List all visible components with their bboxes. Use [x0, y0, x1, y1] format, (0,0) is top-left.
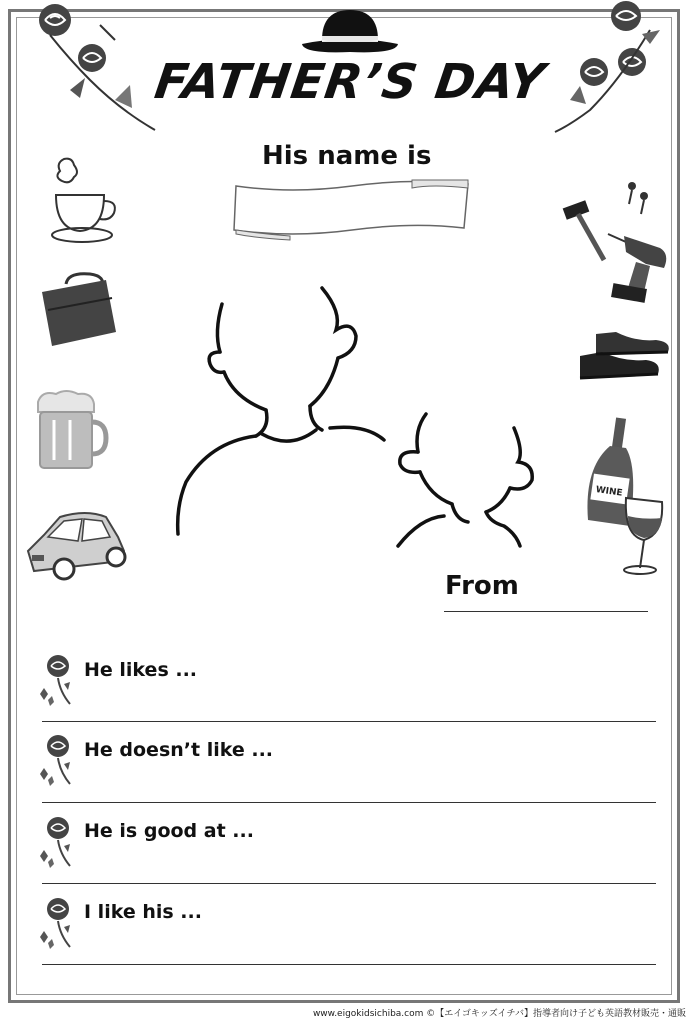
- car-icon: [26, 505, 128, 583]
- write-line-i-like-his[interactable]: [42, 964, 656, 965]
- rose-icon: [580, 58, 608, 86]
- briefcase-icon: [36, 270, 120, 352]
- rose-sprig-icon: [34, 732, 78, 790]
- rose-icon: [39, 4, 71, 36]
- drill-icon: [604, 228, 672, 304]
- rose-icon: [611, 1, 641, 31]
- prompt-he-doesnt-like: He doesn’t like ...: [84, 739, 273, 761]
- coffee-cup-icon: [46, 155, 126, 247]
- bowler-hat-icon: [300, 4, 400, 56]
- father-child-silhouette: [170, 282, 540, 554]
- rose-icon: [78, 44, 106, 72]
- wine-label: WINE: [595, 485, 624, 499]
- card-title: FATHER’S DAY: [151, 54, 549, 110]
- from-write-line[interactable]: [444, 611, 648, 612]
- rose-sprig-icon: [34, 895, 78, 953]
- rose-sprig-icon: [34, 814, 78, 872]
- from-label: From: [445, 571, 519, 601]
- prompt-he-is-good-at: He is good at ...: [84, 820, 254, 842]
- write-line-he-likes[interactable]: [42, 721, 656, 722]
- write-line-he-doesnt-like[interactable]: [42, 802, 656, 803]
- rose-corner-left: [30, 0, 160, 140]
- name-ribbon[interactable]: [232, 176, 472, 242]
- wine-glass-icon: [618, 494, 666, 578]
- shoes-icon: [576, 328, 672, 386]
- prompt-he-likes: He likes ...: [84, 659, 198, 681]
- rose-sprig-icon: [34, 652, 78, 710]
- rose-corner-right: [550, 0, 680, 140]
- screws-icon: [622, 180, 652, 218]
- prompt-i-like-his: I like his ...: [84, 901, 202, 923]
- beer-mug-icon: [34, 388, 110, 474]
- name-label: His name is: [262, 141, 432, 171]
- footer-credit: www.eigokidsichiba.com ©【エイゴキッズイチバ】指導者向け子ども英語教材販売・通販: [312, 1009, 686, 1019]
- write-line-he-is-good-at[interactable]: [42, 883, 656, 884]
